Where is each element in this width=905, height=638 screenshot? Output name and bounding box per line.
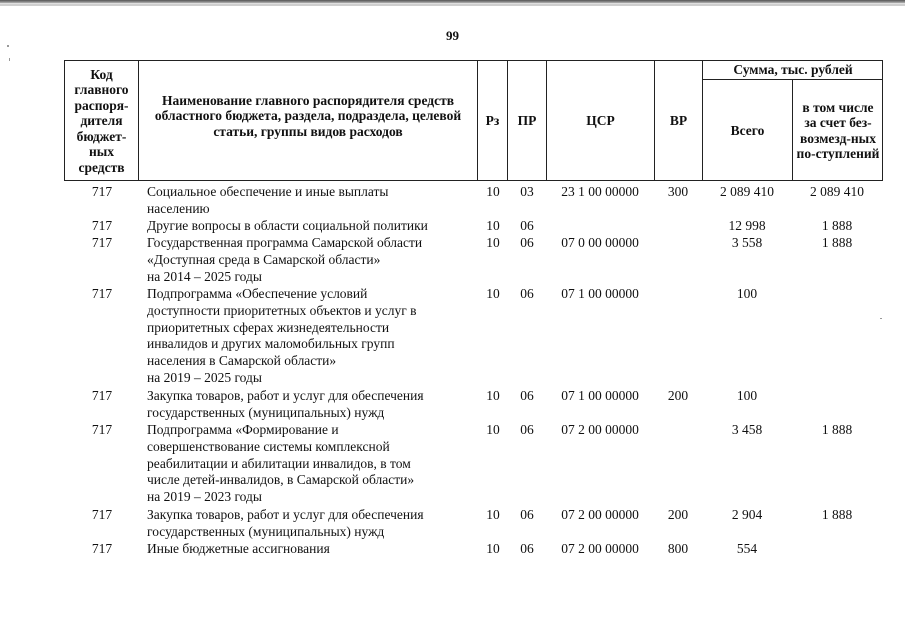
cell-pr: 06 [520, 422, 534, 437]
page-number: 99 [446, 28, 459, 43]
cell-rz: 10 [486, 422, 500, 437]
cell-name: Другие вопросы в области социальной политики [147, 218, 428, 233]
cell-code: 717 [91, 235, 113, 250]
cell-vr: 200 [667, 507, 689, 522]
scan-edge-shadow [0, 4, 905, 6]
cell-vr: 800 [667, 541, 689, 556]
cell-name: Государственная программа Самарской области «Доступная среда в Самарской области» на 2014 – 2025 годы [147, 235, 423, 284]
cell-csr: 23 1 00 00000 [561, 184, 639, 199]
cell-total: 12 998 [728, 218, 766, 233]
cell-grants: 1 888 [821, 422, 853, 437]
cell-csr: 07 2 00 00000 [561, 507, 639, 522]
cell-pr: 06 [520, 388, 534, 403]
cell-total: 100 [736, 388, 758, 403]
cell-rz: 10 [486, 541, 500, 556]
cell-rz: 10 [486, 184, 500, 199]
header-grants: в том числе за счет без-возмезд-ных по-ступлений [796, 99, 880, 161]
header-name: Наименование главного распорядителя средств областного бюджета, раздела, подраздела, целевой статьи, группы видов расходов [154, 92, 462, 139]
header-total: Всего [730, 122, 765, 138]
cell-rz: 10 [486, 235, 500, 250]
cell-rz: 10 [486, 507, 500, 522]
scan-speck [7, 45, 9, 47]
cell-pr: 06 [520, 218, 534, 233]
cell-pr: 06 [520, 286, 534, 301]
header-divider [138, 60, 139, 181]
cell-csr: 07 1 00 00000 [561, 388, 639, 403]
cell-total: 2 904 [731, 507, 763, 522]
scan-speck [9, 58, 10, 61]
cell-name: Иные бюджетные ассигнования [147, 541, 330, 556]
cell-pr: 06 [520, 541, 534, 556]
cell-code: 717 [91, 286, 113, 301]
header-code: Код главного распоря-дителя бюджет-ных средств [74, 67, 129, 175]
cell-name: Закупка товаров, работ и услуг для обеспечения государственных (муниципальных) нужд [147, 507, 424, 539]
cell-pr: 06 [520, 507, 534, 522]
cell-rz: 10 [486, 286, 500, 301]
cell-code: 717 [91, 218, 113, 233]
cell-grants: 1 888 [821, 507, 853, 522]
cell-name: Подпрограмма «Обеспечение условий доступности приоритетных объектов и услуг в приоритетных сферах жизнедеятельности инвалидов и других маломобильных групп населения в Самарской области» на 2019 – 2025 годы [147, 286, 417, 385]
cell-name: Подпрограмма «Формирование и совершенствование системы комплексной реабилитации и абилитации инвалидов, в том числе детей-инвалидов, в Самарской области» на 2019 – 2023 годы [147, 422, 415, 505]
header-csr: ЦСР [586, 113, 615, 129]
cell-pr: 03 [520, 184, 534, 199]
cell-csr: 07 1 00 00000 [561, 286, 639, 301]
cell-rz: 10 [486, 388, 500, 403]
cell-code: 717 [91, 507, 113, 522]
header-pr: ПР [517, 113, 537, 129]
cell-grants: 1 888 [821, 235, 853, 250]
cell-total: 3 558 [731, 235, 763, 250]
cell-grants: 1 888 [821, 218, 853, 233]
cell-total: 554 [736, 541, 758, 556]
cell-csr: 07 2 00 00000 [561, 541, 639, 556]
cell-pr: 06 [520, 235, 534, 250]
cell-code: 717 [91, 422, 113, 437]
cell-name: Закупка товаров, работ и услуг для обеспечения государственных (муниципальных) нужд [147, 388, 424, 420]
header-rz: Рз [485, 113, 500, 129]
cell-total: 3 458 [731, 422, 763, 437]
cell-vr: 200 [667, 388, 689, 403]
cell-code: 717 [91, 388, 113, 403]
cell-csr: 07 0 00 00000 [561, 235, 639, 250]
header-vr: ВР [669, 113, 688, 129]
cell-rz: 10 [486, 218, 500, 233]
cell-total: 2 089 410 [720, 184, 774, 199]
cell-code: 717 [91, 184, 113, 199]
cell-total: 100 [736, 286, 758, 301]
cell-code: 717 [91, 541, 113, 556]
header-sum-group: Сумма, тыс. рублей [733, 62, 853, 78]
cell-name: Социальное обеспечение и иные выплаты населению [147, 184, 389, 216]
cell-vr: 300 [667, 184, 689, 199]
scan-speck [880, 318, 882, 319]
cell-grants: 2 089 410 [810, 184, 864, 199]
header-divider [792, 79, 793, 181]
cell-csr: 07 2 00 00000 [561, 422, 639, 437]
